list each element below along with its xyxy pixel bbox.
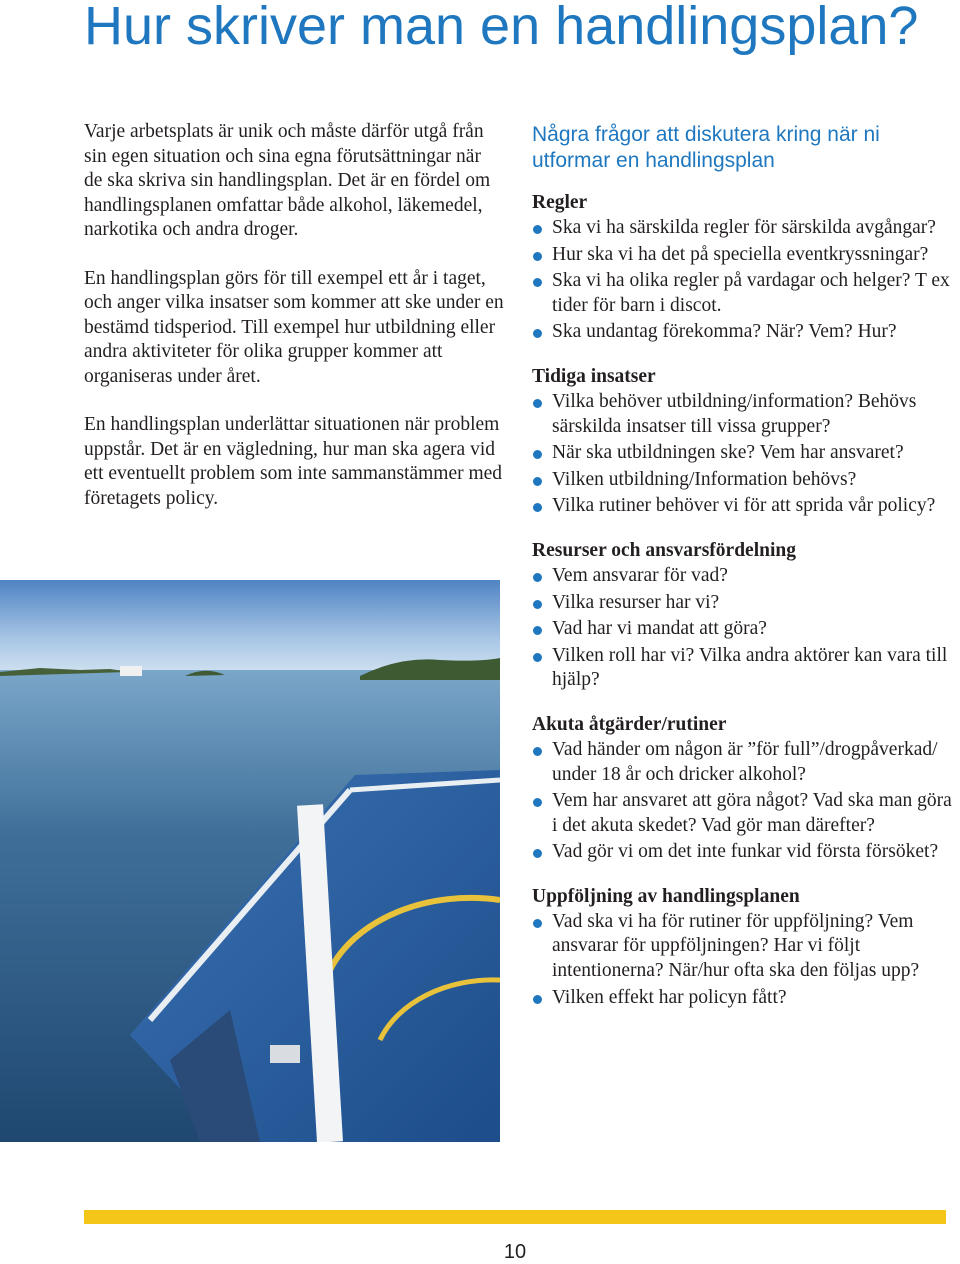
intro-paragraph-3: En handlingsplan underlättar situationen när problem uppstår. Det är en vägledning, hur man ska agera vid ett eventuellt problem som inte sammanstämmer med företagets policy. (84, 414, 503, 509)
list-item: Ska vi ha olika regler på vardagar och helger? T ex tider för barn i discot. (532, 269, 960, 318)
section-uppfoljning (532, 884, 960, 1010)
list-item: Hur ska vi ha det på speciella eventkryssningar? (532, 243, 960, 268)
ferry-deck-illustration (0, 580, 500, 1142)
intro-paragraph-2: En handlingsplan görs för till exempel ett år i taget, och anger vilka insatser som kommer att ske under en bestämd tidsperiod. Till exempel hur utbildning eller andra aktiviteter för olika grupper kommer att organiseras under året. (84, 267, 504, 387)
section-tidiga-insatser (532, 364, 960, 519)
bullet-icon (533, 653, 542, 662)
section-akuta-atgarder (532, 712, 960, 865)
bullet-icon (533, 995, 542, 1004)
bullet-icon (533, 849, 542, 858)
questions-column (532, 122, 960, 1029)
bullet-icon (533, 919, 542, 928)
intro-column (84, 120, 504, 535)
section-heading: Akuta åtgärder/rutiner (532, 713, 727, 735)
list-item: Vad har vi mandat att göra? (532, 617, 960, 642)
bullet-icon (533, 573, 542, 582)
footer-rule (84, 1210, 946, 1224)
list-item: Vilka behöver utbildning/information? Behövs särskilda insatser till vissa grupper? (532, 390, 960, 439)
section-heading: Tidiga insatser (532, 365, 656, 387)
list-item: När ska utbildningen ske? Vem har ansvaret? (532, 441, 960, 466)
list-item: Vilken effekt har policyn fått? (532, 986, 960, 1011)
bullet-icon (533, 450, 542, 459)
bullet-icon (533, 503, 542, 512)
list-item: Vad ska vi ha för rutiner för uppföljning? Vem ansvarar för uppföljningen? Har vi följt intentionerna? När/hur ofta ska den följas upp? (532, 910, 960, 984)
bullet-icon (533, 225, 542, 234)
bullet-icon (533, 798, 542, 807)
page-title: Hur skriver man en handlingsplan? (84, 0, 919, 56)
bullet-icon (533, 747, 542, 756)
list-item: Vem har ansvaret att göra något? Vad ska man göra i det akuta skedet? Vad gör man därefter? (532, 789, 960, 838)
list-item: Ska vi ha särskilda regler för särskilda avgångar? (532, 216, 960, 241)
list-item: Vilka resurser har vi? (532, 591, 960, 616)
questions-subtitle: Några frågor att diskutera kring när ni utformar en handlingsplan (532, 123, 880, 172)
bullet-icon (533, 399, 542, 408)
bullet-icon (533, 477, 542, 486)
section-regler (532, 190, 960, 345)
bullet-icon (533, 600, 542, 609)
list-item: Vem ansvarar för vad? (532, 564, 960, 589)
list-item: Ska undantag förekomma? När? Vem? Hur? (532, 320, 960, 345)
ferry-deck-photo (0, 580, 500, 1142)
section-heading: Resurser och ansvarsfördelning (532, 539, 796, 561)
intro-paragraph-1: Varje arbetsplats är unik och måste därför utgå från sin egen situation och sina egna förutsättningar när de ska skriva sin handlingsplan. Det är en fördel om handlingsplanen omfattar både alkohol, läkemedel, narkotika och andra droger. (84, 121, 491, 240)
section-resurser (532, 538, 960, 693)
bullet-icon (533, 252, 542, 261)
list-item: Vilken roll har vi? Vilka andra aktörer kan vara till hjälp? (532, 644, 960, 693)
list-item: Vad gör vi om det inte funkar vid första försöket? (532, 840, 960, 865)
list-item: Vilka rutiner behöver vi för att sprida vår policy? (532, 494, 960, 519)
list-item: Vad händer om någon är ”för full”/drogpåverkad/ under 18 år och dricker alkohol? (532, 738, 960, 787)
page-number: 10 (503, 1241, 527, 1263)
bullet-icon (533, 626, 542, 635)
list-item: Vilken utbildning/Information behövs? (532, 468, 960, 493)
section-heading: Regler (532, 192, 588, 213)
section-heading: Uppföljning av handlingsplanen (532, 885, 800, 907)
bullet-icon (533, 278, 542, 287)
bullet-icon (533, 329, 542, 338)
